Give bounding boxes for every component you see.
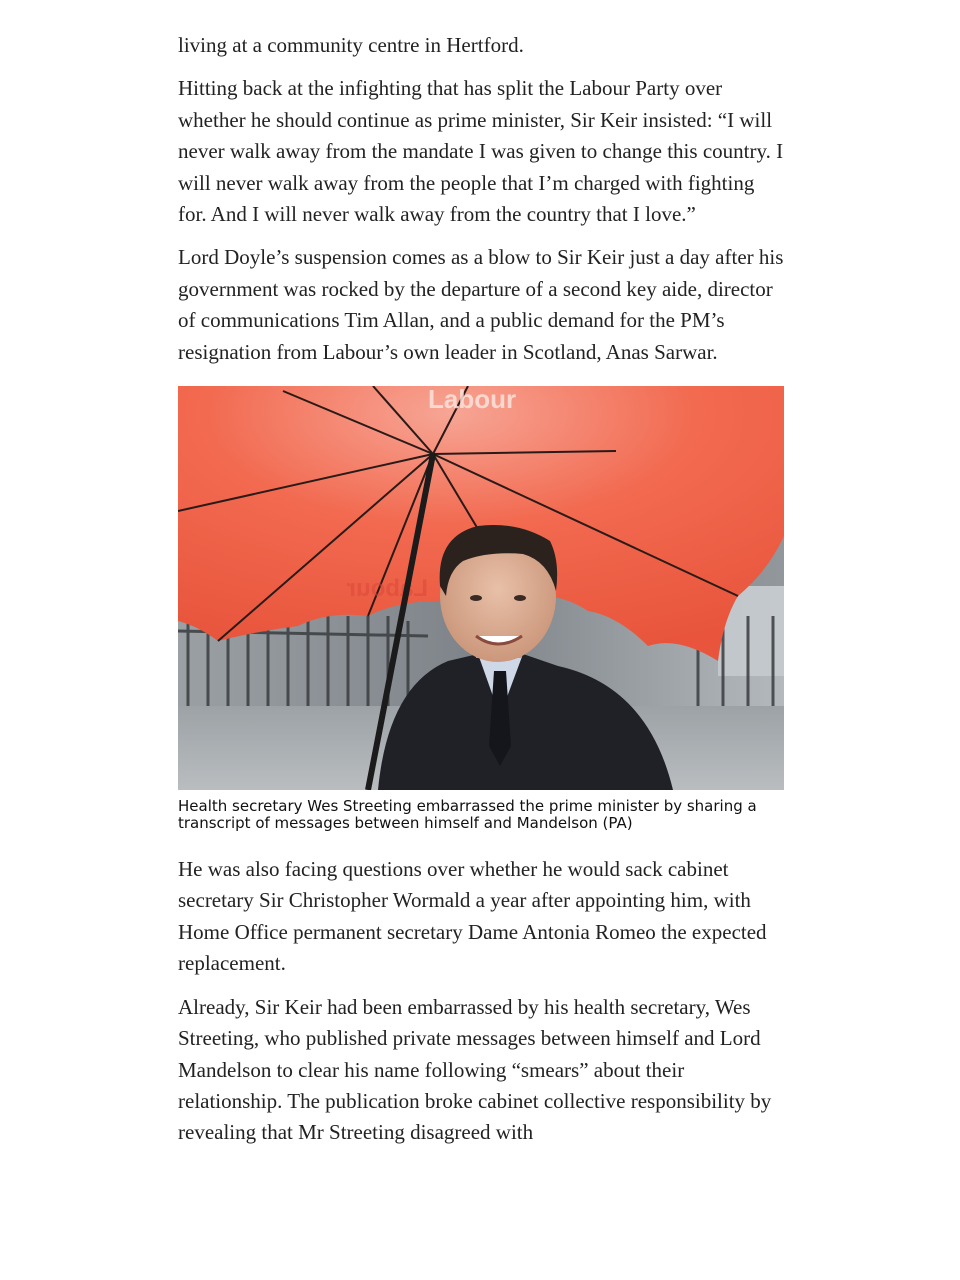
article-paragraph: He was also facing questions over whether he would sack cabinet secretary Sir Christopher Wormald a year after appointing him, with Home Office permanent secretary Dame Antonia Romeo the expected replacement. xyxy=(178,857,767,976)
article-paragraph: Already, Sir Keir had been embarrassed by his health secretary, Wes Streeting, who published private messages between himself and Lord Mandelson to clear his name following “smears” about their relationship. The publication broke cabinet collective responsibility by revealing that Mr Streeting disagreed with xyxy=(178,994,772,1145)
article-paragraph: Lord Doyle’s suspension comes as a blow to Sir Keir just a day after his government was rocked by the departure of a second key aide, director of communications Tim Allan, and a public demand for the PM’s resignation from Labour’s own leader in Scotland, Anas Sarwar. xyxy=(178,245,784,364)
umbrella-logo-text-mirrored: Labour xyxy=(346,575,428,603)
article-photo xyxy=(178,386,784,790)
figure-caption: Health secretary Wes Streeting embarrassed the prime minister by sharing a transcript of messages between himself and Mandelson (PA) xyxy=(178,797,757,833)
umbrella-logo-text: Labour xyxy=(428,386,517,415)
article-paragraph: Hitting back at the infighting that has split the Labour Party over whether he should continue as prime minister, Sir Keir insisted: “I will never walk away from the mandate I was given to change this country. I will never walk away from the people that I’m charged with fighting for. And I will never walk away from the country that I love.” xyxy=(178,76,784,227)
article-figure xyxy=(178,386,784,832)
article-section-after-figure xyxy=(178,854,784,1149)
article-paragraph: living at a community centre in Hertford. xyxy=(178,33,524,57)
article-body xyxy=(178,30,784,1161)
